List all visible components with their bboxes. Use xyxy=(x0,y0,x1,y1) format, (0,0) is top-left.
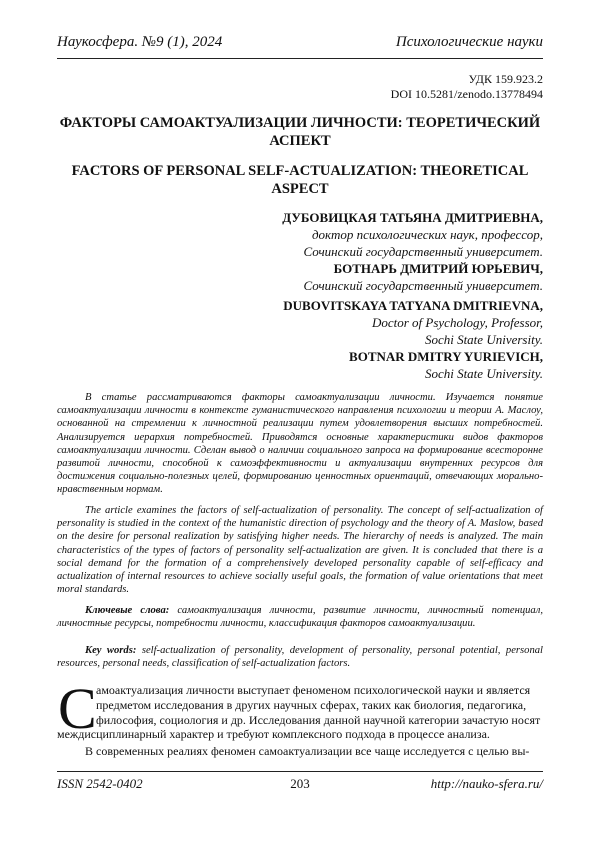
body-line: философия, социология и др. Исследования данной научной категории зачастую носят xyxy=(96,713,541,727)
abstract-ru: В статье рассматриваются факторы самоактуализации личности. Изучается понятие самоактуализации личности в контексте гуманистического направления психологии и теории А. Маслоу, основанной на стремлении к личностной реализации путем удовлетворения высших потребностей. Анализируется иерархия потребностей. Приводятся основные характеристики видов факторов самоактуализации личности. Сделан вывод о наличии социального запроса на формирование всесторонне развитой личности, способной к самоэффективности и актуализации внутренних ресурсов для достижения социально-полезных целей, формированию ценностных ориентаций, отвечающих морально-нравственным нормам. xyxy=(57,392,543,496)
page-number: 203 xyxy=(290,776,310,791)
keywords-label: Key words: xyxy=(85,645,137,656)
header-divider xyxy=(57,58,543,59)
keywords-label: Ключевые слова: xyxy=(85,605,170,616)
body-line: В современных реалиях феномен самоактуализации все чаще исследуется с целью вы- xyxy=(85,744,530,758)
keywords-ru xyxy=(57,604,543,630)
body-line: междисциплинарный характер и требуют комплексного подхода в процессе анализа. xyxy=(57,727,490,741)
journal-header: Наукосфера. №9 (1), 2024 xyxy=(57,34,223,50)
author-name: БОТНАРЬ ДМИТРИЙ ЮРЬЕВИЧ, xyxy=(333,261,543,276)
author-affiliation: Sochi State University. xyxy=(424,332,543,347)
authors-ru xyxy=(282,209,543,294)
doi: DOI 10.5281/zenodo.13778494 xyxy=(390,87,543,101)
abstract-en: The article examines the factors of self-actualization of personality. The concept of self-actualization of personality is studied in the context of the humanistic direction of psychology and the theory of A. Maslow, based on the desire for personal realization by satisfying higher needs. The hierarchy of needs is analyzed. The main characteristics of the types of factors of personality self-actualization are given. It is concluded that there is a social demand for the formation of a comprehensively developed personality capable of self-efficacy and actualization of internal resources to achieve socially useful goals, the formation of value orientations that meet moral standards. xyxy=(57,505,543,596)
section-header: Психологические науки xyxy=(395,34,543,50)
issn: ISSN 2542-0402 xyxy=(57,776,143,791)
body-line: амоактуализация личности выступает феноменом психологической науки и является xyxy=(96,683,531,697)
author-affiliation: Сочинский государственный университет. xyxy=(303,244,543,259)
udc-code: УДК 159.923.2 xyxy=(468,72,543,86)
author-affiliation: Sochi State University. xyxy=(424,366,543,381)
body-line: предметом исследования в других научных сферах, таких как биология, педагогика, xyxy=(96,698,527,712)
drop-cap: С xyxy=(58,676,97,741)
title-en: FACTORS OF PERSONAL SELF-ACTUALIZATION: THEORETICAL ASPECT xyxy=(71,163,529,197)
title-ru: ФАКТОРЫ САМОАКТУАЛИЗАЦИИ ЛИЧНОСТИ: ТЕОРЕТИЧЕСКИЙ АСПЕКТ xyxy=(59,115,541,149)
authors-en xyxy=(283,297,543,382)
author-degree: доктор психологических наук, профессор, xyxy=(311,227,543,242)
author-degree: Doctor of Psychology, Professor, xyxy=(371,315,543,330)
keywords-text: самоактуализация личности, развитие личности, личностный потенциал, личностные ресурсы, потребности личности, классификация факторов самоактуализации. xyxy=(57,605,543,630)
footer-divider xyxy=(57,771,543,772)
author-name: BOTNAR DMITRY YURIEVICH, xyxy=(349,349,543,364)
author-affiliation: Сочинский государственный университет. xyxy=(303,278,543,293)
keywords-en xyxy=(57,644,543,670)
author-name: DUBOVITSKAYA TATYANA DMITRIEVNA, xyxy=(283,298,543,313)
author-name: ДУБОВИЦКАЯ ТАТЬЯНА ДМИТРИЕВНА, xyxy=(282,210,543,225)
keywords-text: self-actualization of personality, development of personality, personal potential, personal resources, personal needs, classification of self-actualization factors. xyxy=(57,645,543,670)
journal-url[interactable]: http://nauko-sfera.ru/ xyxy=(430,776,543,791)
